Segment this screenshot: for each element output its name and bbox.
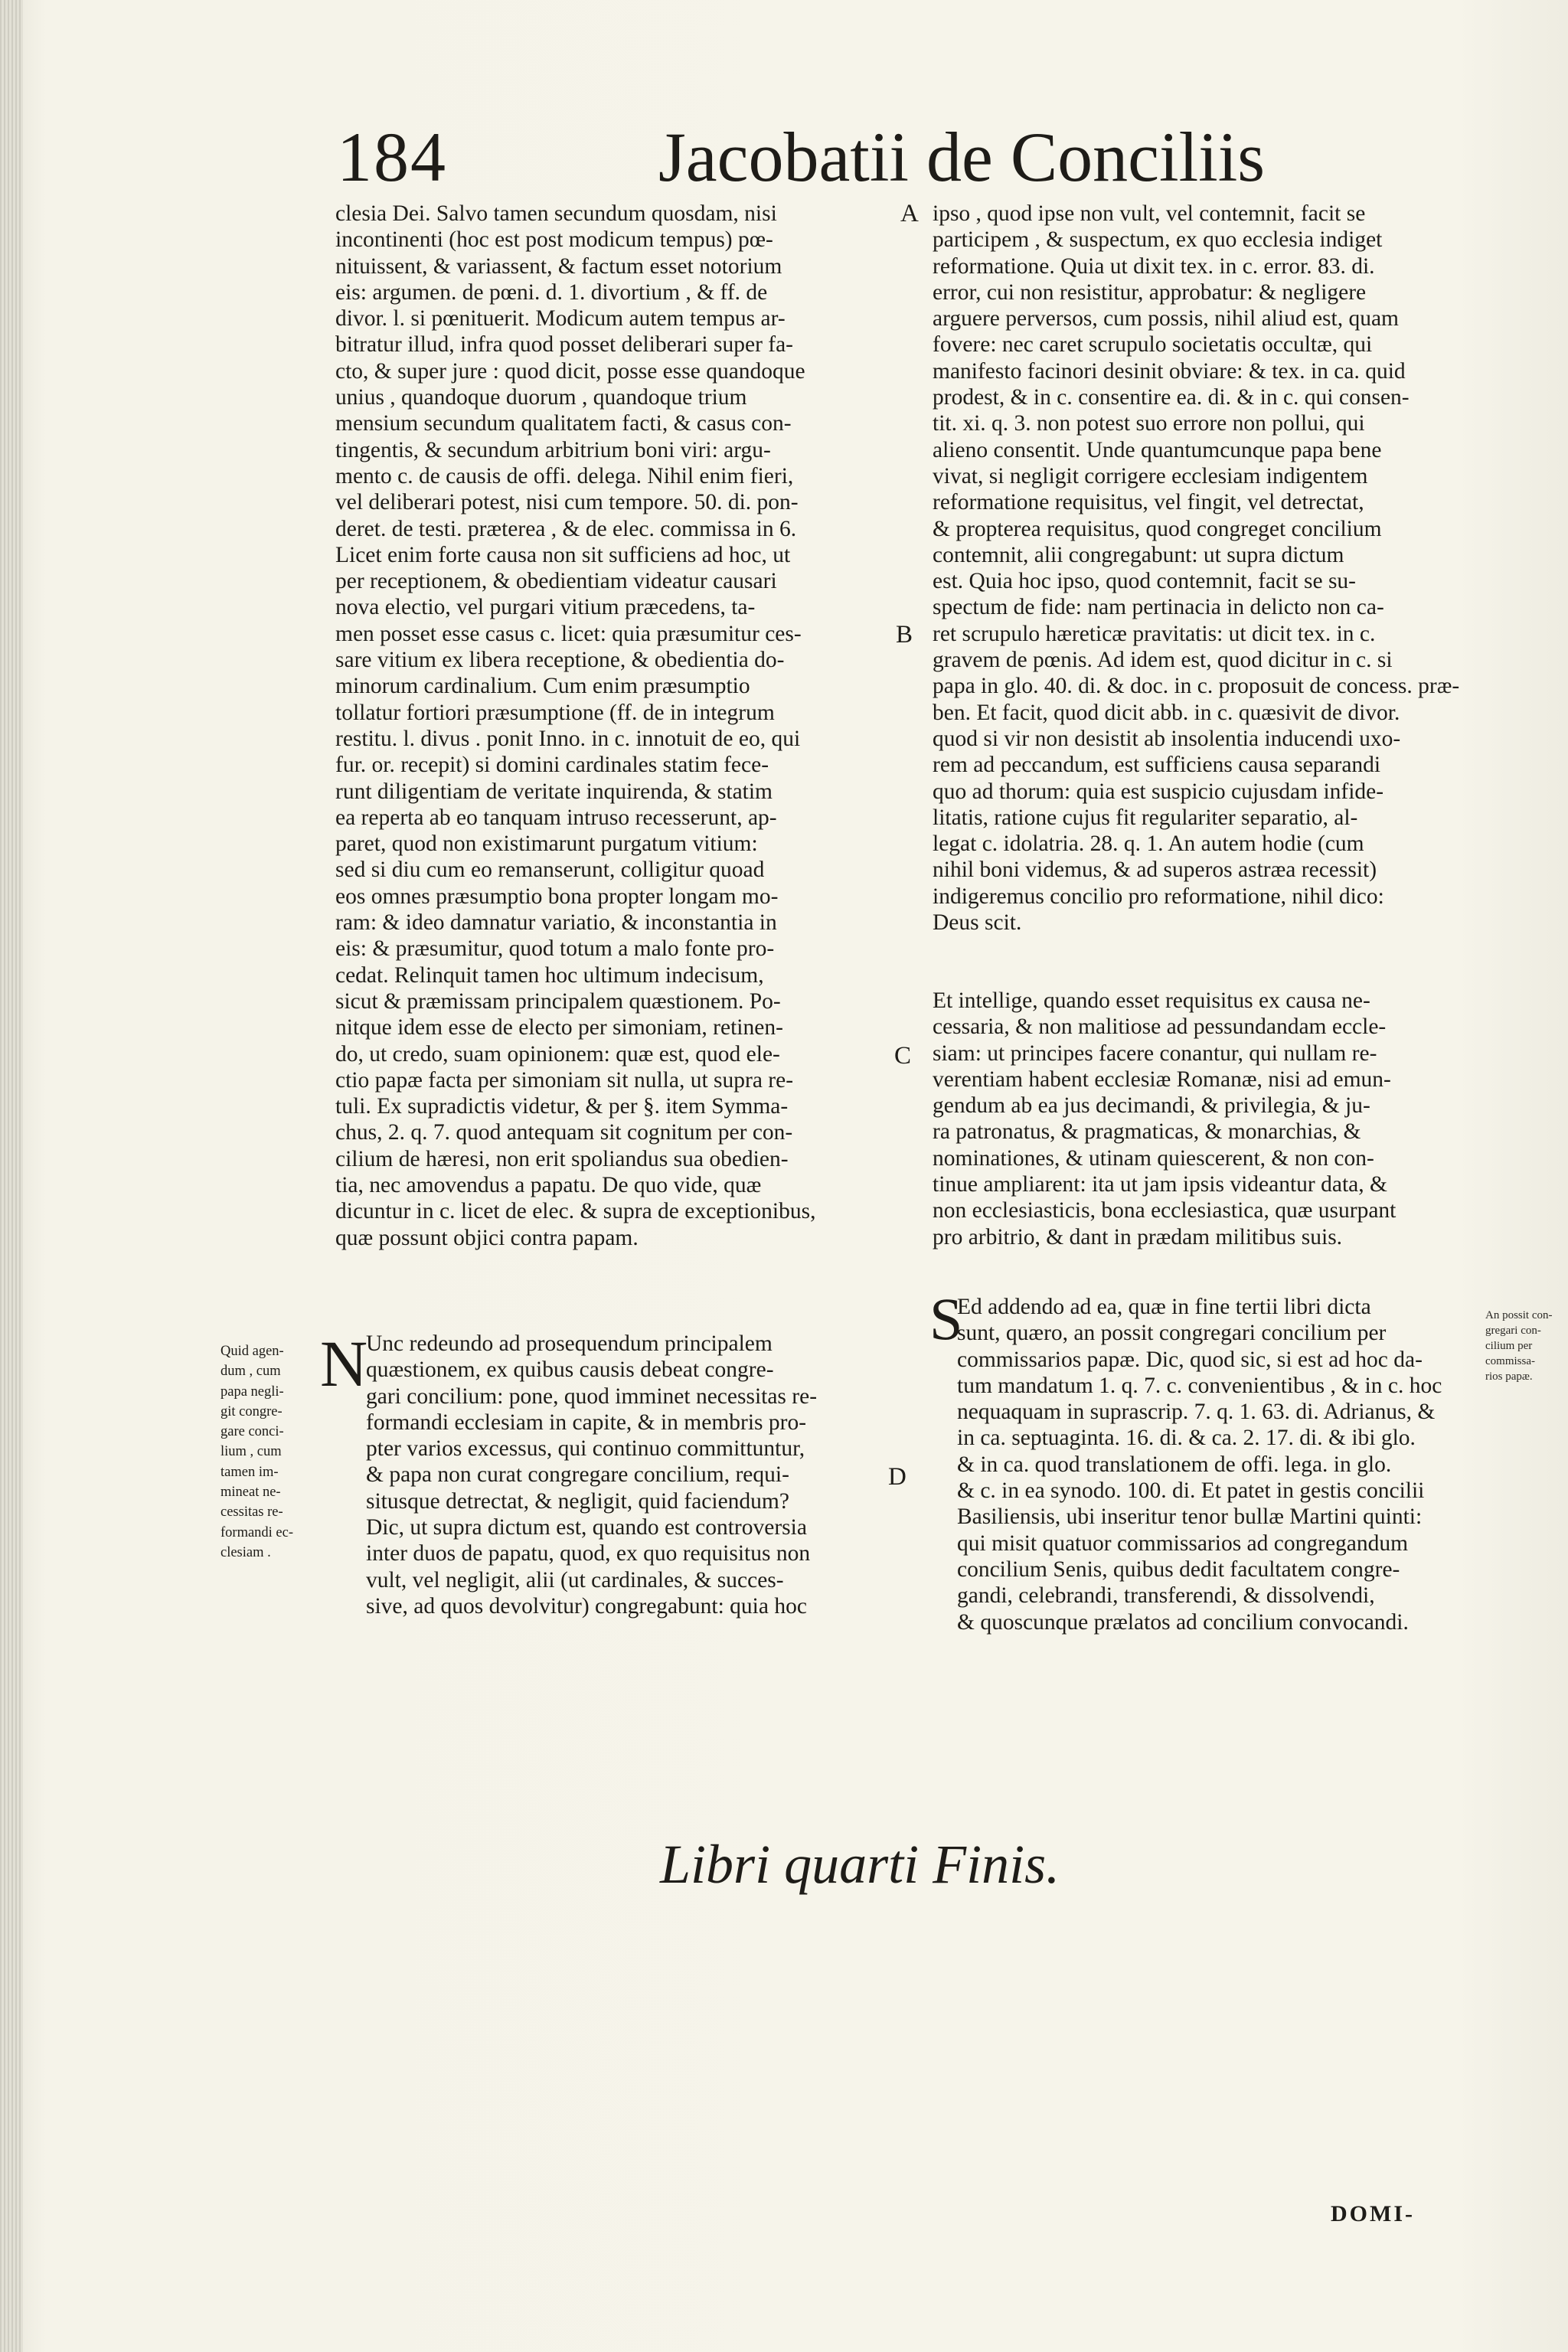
page-number: 184 xyxy=(337,118,447,196)
text-line: & quoscunque prælatos ad concilium convocandi. xyxy=(957,1609,1409,1635)
text-line: & in ca. quod translationem de offi. lega. in glo. xyxy=(957,1452,1392,1477)
text-line: ram: & ideo damnatur variatio, & inconstantia in xyxy=(335,910,777,936)
text-line: per receptionem, & obedientiam videatur causari xyxy=(335,569,777,594)
text-line: sunt, quæro, an possit congregari concilium per xyxy=(957,1321,1387,1346)
margin-note-line: git congre- xyxy=(220,1403,283,1419)
catchword: DOMI- xyxy=(1331,2201,1415,2226)
margin-note-line: clesiam . xyxy=(220,1544,271,1560)
drop-cap-s: S xyxy=(929,1285,963,1352)
section-marker-d: D xyxy=(888,1463,906,1491)
text-line: cilium de hæresi, non erit spoliandus sua obedien- xyxy=(335,1146,789,1171)
margin-note-line: dum , cum xyxy=(220,1364,281,1380)
margin-note-line: formandi ec- xyxy=(220,1524,294,1540)
text-line: nitque idem esse de electo per simoniam, retinen- xyxy=(335,1015,783,1040)
text-line: gendum ab ea jus decimandi, & privilegia, & ju- xyxy=(933,1093,1370,1119)
text-line: tuli. Ex supradictis videtur, & per §. item Symma- xyxy=(335,1094,789,1119)
section-marker-a: A xyxy=(900,200,919,227)
text-line: ret scrupulo hæreticæ pravitatis: ut dicit tex. in c. xyxy=(933,621,1376,646)
text-line: Deus scit. xyxy=(933,910,1022,936)
text-line: legat c. idolatria. 28. q. 1. An autem hodie (cum xyxy=(933,831,1364,857)
text-line: ea reperta ab eo tanquam intruso recesserunt, ap- xyxy=(335,805,777,830)
margin-note-line: gregari con- xyxy=(1485,1325,1541,1337)
text-line: participem , & suspectum, ex quo ecclesia indiget xyxy=(933,227,1383,253)
margin-note-line: rios papæ. xyxy=(1485,1370,1533,1383)
text-line: sed si diu cum eo remanserunt, colligitur quoad xyxy=(335,858,765,883)
text-line: in ca. septuaginta. 16. di. & ca. 2. 17. di. & ibi glo. xyxy=(957,1426,1416,1451)
text-line: siam: ut principes facere conantur, qui nullam re- xyxy=(933,1040,1377,1066)
text-line: nequaquam in suprascrip. 7. q. 1. 63. di. Adrianus, & xyxy=(957,1400,1436,1425)
right-column-paragraph-3 xyxy=(957,1294,1493,1635)
text-line: rem ad peccandum, est sufficiens causa separandi xyxy=(933,753,1381,778)
text-line: Dic, ut supra dictum est, quando est controversia xyxy=(366,1515,807,1540)
text-line: gravem de pœnis. Ad idem est, quod dicitur in c. si xyxy=(933,648,1393,673)
text-line: papa in glo. 40. di. & doc. in c. proposuit de concess. præ- xyxy=(933,674,1460,699)
text-line: contemnit, alii congregabunt: ut supra dictum xyxy=(933,542,1344,567)
text-line: ra patronatus, & pragmaticas, & monarchias, & xyxy=(933,1119,1361,1145)
text-line: restitu. l. divus . ponit Inno. in c. innotuit de eo, qui xyxy=(335,726,801,751)
text-line: indigeremus concilio pro reformatione, nihil dico: xyxy=(933,884,1384,909)
text-line: gandi, celebrandi, transferendi, & dissolvendi, xyxy=(957,1583,1375,1609)
text-line: nova electio, vel purgari vitium præcedens, ta- xyxy=(335,595,756,620)
text-line: Ed addendo ad ea, quæ in fine tertii libri dicta xyxy=(957,1295,1371,1319)
text-line: ben. Et facit, quod dicit abb. in c. quæsivit de divor. xyxy=(933,700,1400,725)
text-line: est. Quia hoc ipso, quod contemnit, facit se su- xyxy=(933,569,1357,594)
text-line: quod si vir non desistit ab insolentia inducendi uxo- xyxy=(933,726,1401,751)
text-line: arguere perversos, cum possis, nihil aliud est, quam xyxy=(933,306,1399,332)
text-line: quo ad thorum: quia est suspicio cujusdam infide- xyxy=(933,779,1384,804)
text-line: bitratur illud, infra quod posset deliberari super fa- xyxy=(335,332,794,358)
text-line: & propterea requisitus, quod congreget concilium xyxy=(933,516,1382,541)
text-line: formandi ecclesiam in capite, & in membris pro- xyxy=(366,1410,807,1435)
text-line: & c. in ea synodo. 100. di. Et patet in gestis concilii xyxy=(957,1478,1425,1504)
text-line: verentiam habent ecclesiæ Romanæ, nisi ad emun- xyxy=(933,1067,1391,1092)
text-line: Basiliensis, ubi inseritur tenor bullæ Martini quinti: xyxy=(957,1504,1423,1530)
text-line: sicut & præmissam principalem quæstionem. Po- xyxy=(335,988,781,1014)
text-line: nihil boni videmus, & ad superos astræa recessit) xyxy=(933,858,1377,883)
text-line: ctio papæ facta per simoniam sit nulla, ut supra re- xyxy=(335,1067,794,1093)
text-line: mensium secundum qualitatem facti, & casus con- xyxy=(335,411,792,436)
text-line: prodest, & in c. consentire ea. di. & in c. qui consen- xyxy=(933,385,1410,410)
section-marker-c: C xyxy=(894,1042,912,1070)
text-line: nituissent, & variassent, & factum esset notorium xyxy=(335,253,782,279)
text-line: deret. de testi. præterea , & de elec. commissa in 6. xyxy=(335,516,797,541)
margin-note-line: tamen im- xyxy=(220,1464,279,1480)
text-line: paret, quod non existimarunt purgatum vitium: xyxy=(335,831,758,857)
text-line: chus, 2. q. 7. quod antequam sit cognitum per con- xyxy=(335,1120,793,1145)
right-margin-note xyxy=(1485,1308,1553,1384)
text-line: Unc redeundo ad prosequendum principalem xyxy=(366,1331,773,1356)
text-line: tia, nec amovendus a papatu. De quo vide, quæ xyxy=(335,1172,762,1197)
margin-note-line: commissa- xyxy=(1485,1355,1535,1367)
text-line: men posset esse casus c. licet: quia præsumitur ces- xyxy=(335,621,802,646)
text-line: spectum de fide: nam pertinacia in delicto non ca- xyxy=(933,595,1384,620)
text-line: runt diligentiam de veritate inquirenda, & statim xyxy=(335,779,773,804)
text-line: inter duos de papatu, quod, ex quo requisitus non xyxy=(366,1541,811,1566)
text-line: manifesto facinori desinit obviare: & tex. in ca. quid xyxy=(933,358,1406,384)
text-line: & papa non curat congregare concilium, requi- xyxy=(366,1462,789,1488)
margin-note-line: gare conci- xyxy=(220,1424,284,1440)
text-line: cedat. Relinquit tamen hoc ultimum indecisum, xyxy=(335,962,764,988)
right-column-paragraph-2 xyxy=(933,988,1484,1250)
text-line: Licet enim forte causa non sit sufficiens ad hoc, ut xyxy=(335,542,791,567)
text-line: sive, ad quos devolvitur) congregabunt: quia hoc xyxy=(366,1593,807,1619)
margin-note-line: cilium per xyxy=(1485,1340,1533,1352)
book-end-heading: Libri quarti Finis. xyxy=(660,1834,1060,1895)
text-line: litatis, ratione cujus fit regulariter separatio, al- xyxy=(933,805,1358,830)
text-line: error, cui non resistitur, approbatur: & negligere xyxy=(933,279,1367,305)
text-line: unius , quandoque duorum , quandoque trium xyxy=(335,385,747,410)
margin-note-line: cessitas re- xyxy=(220,1504,283,1521)
text-line: mento c. de causis de offi. delega. Nihil enim fieri, xyxy=(335,463,794,488)
page-gutter xyxy=(0,0,23,2352)
text-line: dicuntur in c. licet de elec. & supra de exceptionibus, xyxy=(335,1199,816,1224)
text-line: fur. or. recepit) si domini cardinales statim fece- xyxy=(335,753,769,778)
section-marker-b: B xyxy=(896,621,913,648)
text-line: pro arbitrio, & dant in prædam militibus suis. xyxy=(933,1224,1343,1250)
text-line: clesia Dei. Salvo tamen secundum quosdam, nisi xyxy=(335,201,777,226)
text-line: minorum cardinalium. Cum enim præsumptio xyxy=(335,674,750,699)
text-line: pter varios excessus, qui continuo committuntur, xyxy=(366,1436,805,1462)
margin-note-line: Quid agen- xyxy=(220,1344,284,1359)
text-line: alieno consentit. Unde quantumcunque papa bene xyxy=(933,437,1382,462)
text-line: fovere: nec caret scrupulo societatis occultæ, qui xyxy=(933,332,1373,358)
text-line: tingentis, & secundum arbitrium boni viri: argu- xyxy=(335,437,771,462)
left-column-paragraph-1 xyxy=(335,201,887,1251)
text-line: incontinenti (hoc est post modicum tempus) pœ- xyxy=(335,227,773,253)
text-line: tum mandatum 1. q. 7. c. convenientibus , & in c. hoc xyxy=(957,1373,1442,1398)
text-line: eos omnes præsumptio bona propter longam mo- xyxy=(335,884,779,909)
text-line: cto, & super jure : quod dicit, posse esse quandoque xyxy=(335,358,805,384)
margin-note-line: mineat ne- xyxy=(220,1485,281,1501)
left-column-paragraph-2 xyxy=(366,1331,933,1619)
drop-cap-n: N xyxy=(320,1327,368,1400)
text-line: eis: & præsumitur, quod totum a malo fonte pro- xyxy=(335,936,775,962)
text-line: Et intellige, quando esset requisitus ex causa ne- xyxy=(933,988,1370,1013)
text-line: sare vitium ex libera receptione, & obedientia do- xyxy=(335,648,785,673)
text-line: reformatione. Quia ut dixit tex. in c. error. 83. di. xyxy=(933,253,1375,279)
text-line: vel deliberari potest, nisi cum tempore. 50. di. pon- xyxy=(335,490,799,515)
text-line: divor. l. si pœnituerit. Modicum autem tempus ar- xyxy=(335,306,786,332)
margin-note-line: lium , cum xyxy=(220,1444,282,1460)
text-line: qui misit quatuor commissarios ad congregandum xyxy=(957,1530,1409,1556)
text-line: tinue ampliarent: ita ut jam ipsis videantur data, & xyxy=(933,1172,1387,1197)
text-line: eis: argumen. de pœni. d. 1. divortium , & ff. de xyxy=(335,279,768,305)
text-line: vivat, si negligit corrigere ecclesiam indigentem xyxy=(933,463,1368,488)
margin-note-line: papa negli- xyxy=(220,1383,284,1400)
text-line: gari concilium: pone, quod imminet necessitas re- xyxy=(366,1383,818,1409)
left-margin-note xyxy=(220,1341,293,1563)
right-column-paragraph-1 xyxy=(933,201,1484,936)
running-title: Jacobatii de Conciliis xyxy=(658,118,1266,196)
text-line: concilium Senis, quibus dedit facultatem congre- xyxy=(957,1557,1400,1582)
text-line: quæstionem, ex quibus causis debeat congre- xyxy=(366,1357,774,1383)
text-line: tollatur fortiori præsumptione (ff. de in integrum xyxy=(335,700,775,725)
margin-note-line: An possit con- xyxy=(1485,1309,1553,1321)
text-line: reformatione requisitus, vel fingit, vel detrectat, xyxy=(933,490,1364,515)
text-line: commissarios papæ. Dic, quod sic, si est ad hoc da- xyxy=(957,1347,1423,1372)
text-line: situsque detrectat, & negligit, quid faciendum? xyxy=(366,1488,789,1514)
text-line: ipso , quod ipse non vult, vel contemnit, facit se xyxy=(933,201,1366,226)
text-line: vult, vel negligit, alii (ut cardinales, & succes- xyxy=(366,1567,784,1592)
text-line: quæ possunt objici contra papam. xyxy=(335,1225,639,1250)
text-line: non ecclesiasticis, bona ecclesiastica, quæ usurpant xyxy=(933,1198,1396,1223)
text-line: nominationes, & utinam quiescerent, & non con- xyxy=(933,1145,1374,1171)
text-line: cessaria, & non malitiose ad pessundandam eccle- xyxy=(933,1014,1387,1040)
text-line: tit. xi. q. 3. non potest suo errore non pollui, qui xyxy=(933,411,1365,436)
text-line: do, ut credo, suam opinionem: quæ est, quod ele- xyxy=(335,1041,780,1067)
